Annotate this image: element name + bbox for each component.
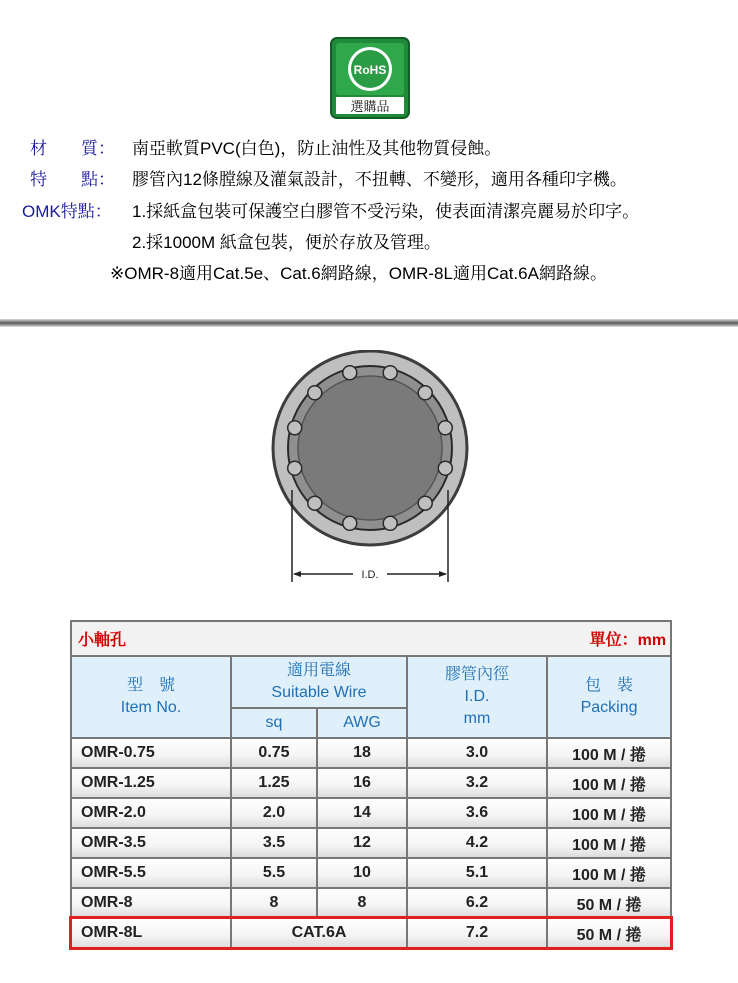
cell-awg: 14 (317, 798, 407, 828)
cell-packing: 50 M / 捲 (547, 918, 671, 948)
cell-item: OMR-5.5 (71, 858, 231, 888)
header-packing (547, 656, 671, 738)
table-row (71, 798, 671, 828)
table-unit: 單位：mm (589, 632, 667, 649)
cell-id: 4.2 (407, 828, 547, 858)
cell-item: OMR-8 (71, 888, 231, 918)
cell-item: OMR-8L (71, 918, 231, 948)
header-item-en: Item No. (120, 699, 182, 716)
cell-id: 5.1 (407, 858, 547, 888)
table-body (71, 738, 671, 918)
rohs-text: RoHS (353, 63, 387, 77)
header-wire-cn: 適用電線 (286, 662, 351, 679)
table-row (71, 738, 671, 768)
header-item (71, 656, 231, 738)
cell-item: OMR-0.75 (71, 738, 231, 768)
cell-packing: 100 M / 捲 (547, 858, 671, 888)
cell-wire: CAT.6A (231, 918, 407, 948)
cell-sq: 5.5 (231, 858, 317, 888)
cell-awg: 18 (317, 738, 407, 768)
header-id (407, 656, 547, 738)
cell-packing: 100 M / 捲 (547, 828, 671, 858)
cell-id: 3.0 (407, 738, 547, 768)
header-packing-cn: 包 裝 (585, 677, 634, 694)
header-packing-en: Packing (580, 699, 638, 716)
spec-note: ※OMR-8適用Cat.5e、Cat.6網路線，OMR-8L適用Cat.6A網路線。 (110, 264, 607, 283)
table-title-cell (71, 621, 671, 656)
table-row-highlighted (71, 918, 671, 948)
rifling-notch (438, 461, 452, 475)
header-item-cn: 型 號 (126, 677, 175, 694)
rifling-notch (308, 386, 322, 400)
spec-table-wrapper (70, 620, 670, 949)
rifling-notch (383, 366, 397, 380)
spec-text-omk-2: 2.採1000M 紙盒包裝，便於存放及管理。 (132, 233, 441, 252)
rifling-notch (343, 516, 357, 530)
spec-text-omk-1: 1.採紙盒包裝可保護空白膠管不受污染，使表面清潔亮麗易於印字。 (132, 202, 640, 221)
cell-packing: 100 M / 捲 (547, 768, 671, 798)
rohs-badge (330, 37, 410, 119)
cell-sq: 0.75 (231, 738, 317, 768)
cell-id: 7.2 (407, 918, 547, 948)
table-header-row-1 (71, 656, 671, 708)
header-sq: sq (231, 708, 317, 738)
spec-text-material: 南亞軟質PVC(白色)，防止油性及其他物質侵蝕。 (132, 139, 502, 158)
cell-sq: 1.25 (231, 768, 317, 798)
table-row (71, 828, 671, 858)
cell-item: OMR-1.25 (71, 768, 231, 798)
header-wire-en: Suitable Wire (271, 684, 367, 701)
header-awg: AWG (317, 708, 407, 738)
rifling-notch (308, 496, 322, 510)
spec-table (70, 620, 672, 949)
header-id-unit: mm (463, 710, 491, 727)
cell-packing: 100 M / 捲 (547, 738, 671, 768)
optional-item-text: 選購品 (350, 100, 390, 115)
cell-packing: 50 M / 捲 (547, 888, 671, 918)
rifling-notch (343, 366, 357, 380)
cell-id: 3.2 (407, 768, 547, 798)
spec-label-material: 材 質： (30, 139, 115, 158)
cell-sq: 3.5 (231, 828, 317, 858)
cell-awg: 8 (317, 888, 407, 918)
cell-id: 3.6 (407, 798, 547, 828)
rifling-notch (288, 421, 302, 435)
cell-id: 6.2 (407, 888, 547, 918)
table-row (71, 768, 671, 798)
table-row (71, 888, 671, 918)
table-row (71, 858, 671, 888)
section-divider (0, 319, 738, 327)
header-id-en: I.D. (464, 688, 490, 705)
cell-sq: 2.0 (231, 798, 317, 828)
spec-label-feature: 特 點： (30, 170, 115, 189)
cell-item: OMR-2.0 (71, 798, 231, 828)
cell-awg: 16 (317, 768, 407, 798)
id-dimension-label: I.D. (361, 569, 379, 581)
rifling-notch (418, 386, 432, 400)
spec-label-omk: OMK特點： (22, 202, 112, 221)
table-title: 小軸孔 (78, 632, 127, 649)
rifling-notch (383, 516, 397, 530)
header-wire (231, 656, 407, 708)
tube-cross-section-diagram (265, 350, 475, 590)
cell-awg: 12 (317, 828, 407, 858)
cell-sq: 8 (231, 888, 317, 918)
cell-awg: 10 (317, 858, 407, 888)
cell-item: OMR-3.5 (71, 828, 231, 858)
table-title-row (71, 621, 671, 656)
header-id-cn: 膠管內徑 (444, 666, 509, 683)
spec-text-feature: 膠管內12條膛線及灌氣設計，不扭轉、不變形，適用各種印字機。 (132, 170, 627, 189)
rifling-notch (288, 461, 302, 475)
rifling-notch (418, 496, 432, 510)
cell-packing: 100 M / 捲 (547, 798, 671, 828)
rifling-notch (438, 421, 452, 435)
